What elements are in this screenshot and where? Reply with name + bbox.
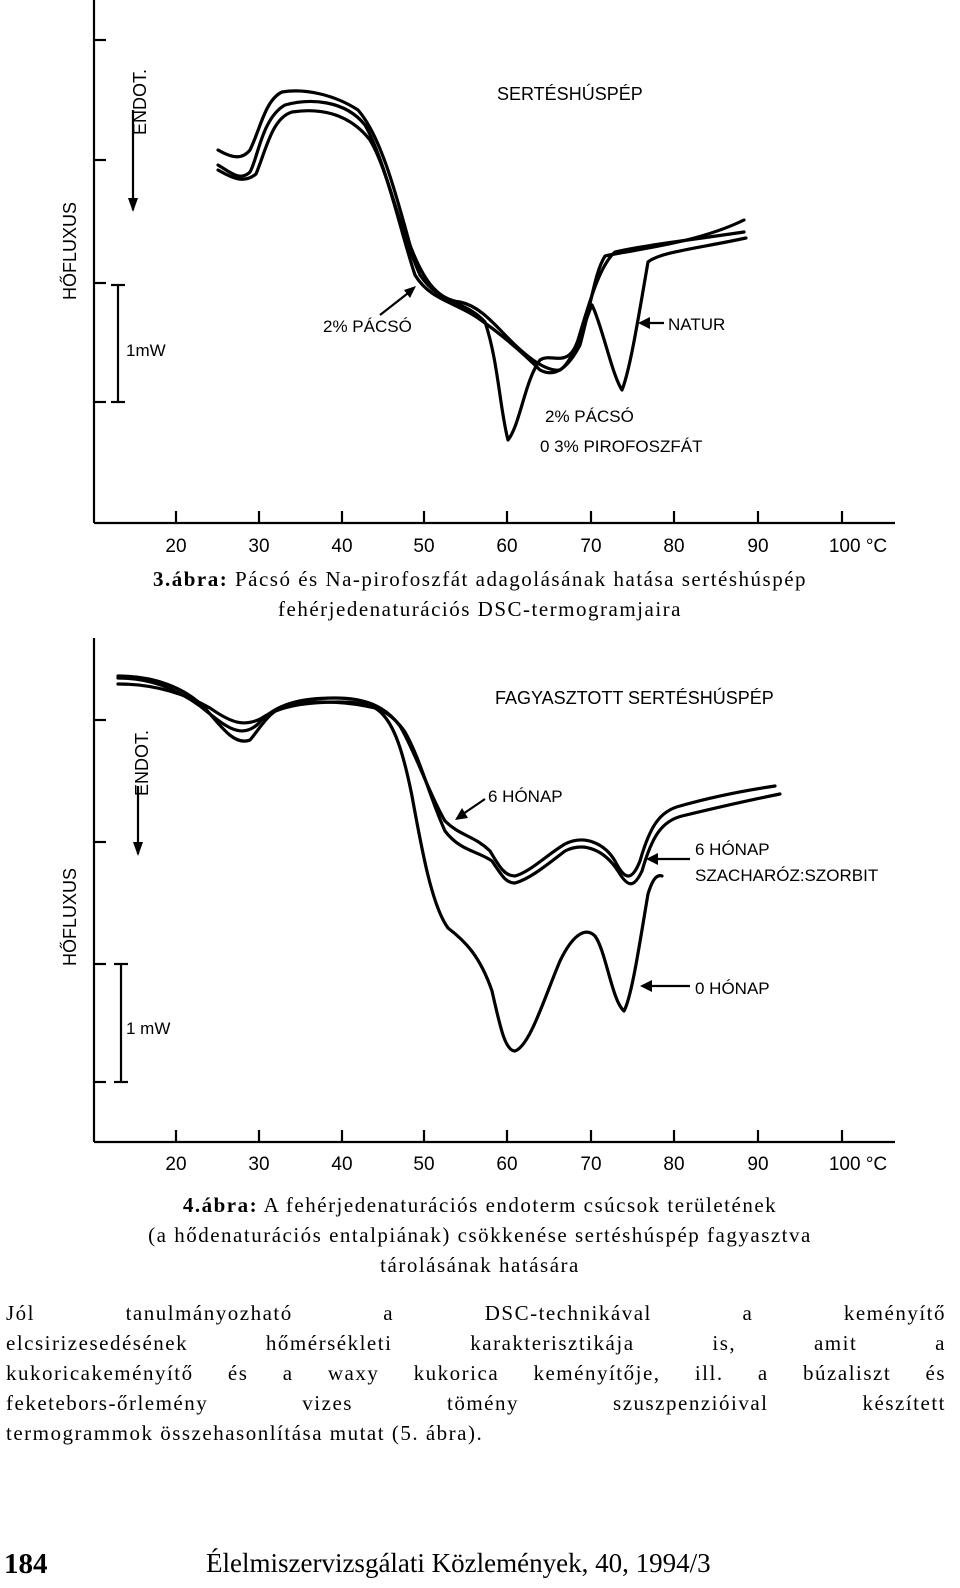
x-tick-label: 20 xyxy=(165,536,187,557)
annotation-2pct-pacso: 2% PÁCSÓ xyxy=(323,317,412,336)
curve-6-honap-szacharoz xyxy=(118,684,780,884)
x-tick-label: 60 xyxy=(496,536,518,557)
x-tick-label: 100 °C xyxy=(828,1154,888,1175)
x-tick-label: 90 xyxy=(747,1154,769,1175)
figure-3-plot xyxy=(0,0,960,568)
x-tick-label: 80 xyxy=(663,1154,685,1175)
x-tick-labels xyxy=(165,1154,887,1175)
figure-3-caption-line1: Pácsó és Na-pirofoszfát adagolásának hatása sertéshúspép xyxy=(234,567,808,591)
x-tick-label: 40 xyxy=(331,1154,353,1175)
figure-3-caption xyxy=(0,564,960,624)
annotation-2pct-pacso-2: 2% PÁCSÓ xyxy=(545,407,634,426)
annot-arrow-3-head-icon xyxy=(640,980,652,992)
annot-arrow-2-head-icon xyxy=(638,317,650,329)
annotation-szacharoz: SZACHARÓZ:SZORBIT xyxy=(695,866,879,885)
y-axis-label: HŐFLUXUS xyxy=(60,201,80,300)
page-number: 184 xyxy=(4,1548,48,1580)
figure-4-plot xyxy=(0,636,960,1186)
figure-4-caption xyxy=(0,1190,960,1280)
figure-4-number: 4.ábra: xyxy=(182,1193,259,1217)
figure-4 xyxy=(0,636,960,1186)
curve-natur xyxy=(218,91,746,390)
x-tick-labels xyxy=(165,536,887,557)
x-tick-label: 40 xyxy=(331,536,353,557)
curve-2pct-pacso xyxy=(218,111,744,373)
annotation-6-honap: 6 HÓNAP xyxy=(488,787,563,806)
body-line: kukoricakeményítő és a waxy kukorica keményítője, ill. a búzaliszt és xyxy=(6,1361,946,1385)
figure-3 xyxy=(0,0,960,568)
x-tick-label: 20 xyxy=(165,1154,187,1175)
curve-0-honap xyxy=(118,676,662,1051)
x-tick-label: 30 xyxy=(248,536,270,557)
scale-label: 1mW xyxy=(126,341,166,360)
x-ticks xyxy=(176,511,842,523)
annotation-0-honap: 0 HÓNAP xyxy=(695,979,770,998)
x-tick-label: 100 °C xyxy=(828,536,888,557)
y-ticks xyxy=(94,40,106,402)
y-axis-label: HŐFLUXUS xyxy=(60,867,80,966)
body-line: elcsirizesedésének hőmérsékleti karakterisztikája is, amit a xyxy=(6,1331,946,1355)
curve-2pct-pacso-pirofoszfat xyxy=(218,102,744,440)
x-ticks xyxy=(176,1130,842,1142)
x-tick-label: 70 xyxy=(580,1154,602,1175)
endot-label: ENDOT. xyxy=(130,68,150,135)
figure-4-caption-line2: (a hődenaturációs entalpiának) csökkenése sertéshúspép fagyasztva xyxy=(148,1223,812,1247)
body-line: Jól tanulmányozható a DSC-technikával a keményítő xyxy=(6,1301,946,1325)
figure-3-number: 3.ábra: xyxy=(152,567,229,591)
annotation-6-honap-2: 6 HÓNAP xyxy=(695,840,770,859)
annot-arrow-1-head-icon xyxy=(455,808,468,820)
figure-4-caption-line3: tárolásának hatására xyxy=(380,1253,580,1277)
x-tick-label: 70 xyxy=(580,536,602,557)
figure-4-caption-line1: A fehérjedenaturációs endoterm csúcsok területének xyxy=(263,1193,778,1217)
annotation-natur: NATUR xyxy=(668,315,726,334)
figure-3-caption-line2: fehérjedenaturációs DSC-termogramjaira xyxy=(278,597,682,621)
scale-label: 1 mW xyxy=(126,1019,171,1038)
chart-title: SERTÉSHÚSPÉP xyxy=(497,84,643,104)
body-line: termogrammok összehasonlítása mutat (5. ábra). xyxy=(6,1421,484,1445)
x-tick-label: 80 xyxy=(663,536,685,557)
endot-arrow-head-icon xyxy=(128,198,138,212)
y-ticks xyxy=(94,720,106,1082)
x-tick-label: 50 xyxy=(413,536,435,557)
endot-label: ENDOT. xyxy=(132,729,152,796)
x-tick-label: 30 xyxy=(248,1154,270,1175)
page-footer xyxy=(4,1548,954,1588)
annotation-pirofoszfat: 0 3% PIROFOSZFÁT xyxy=(540,437,703,456)
x-tick-label: 50 xyxy=(413,1154,435,1175)
scale-bar xyxy=(111,285,125,402)
body-paragraph xyxy=(6,1298,946,1448)
endot-arrow-head-icon xyxy=(133,842,143,856)
journal-reference: Élelmiszervizsgálati Közlemények, 40, 1994/3 xyxy=(206,1548,711,1578)
x-tick-label: 90 xyxy=(747,536,769,557)
body-line: feketebors-őrlemény vizes tömény szuszpenzióival készített xyxy=(6,1391,946,1415)
chart-title: FAGYASZTOTT SERTÉSHÚSPÉP xyxy=(495,688,774,708)
x-tick-label: 60 xyxy=(496,1154,518,1175)
